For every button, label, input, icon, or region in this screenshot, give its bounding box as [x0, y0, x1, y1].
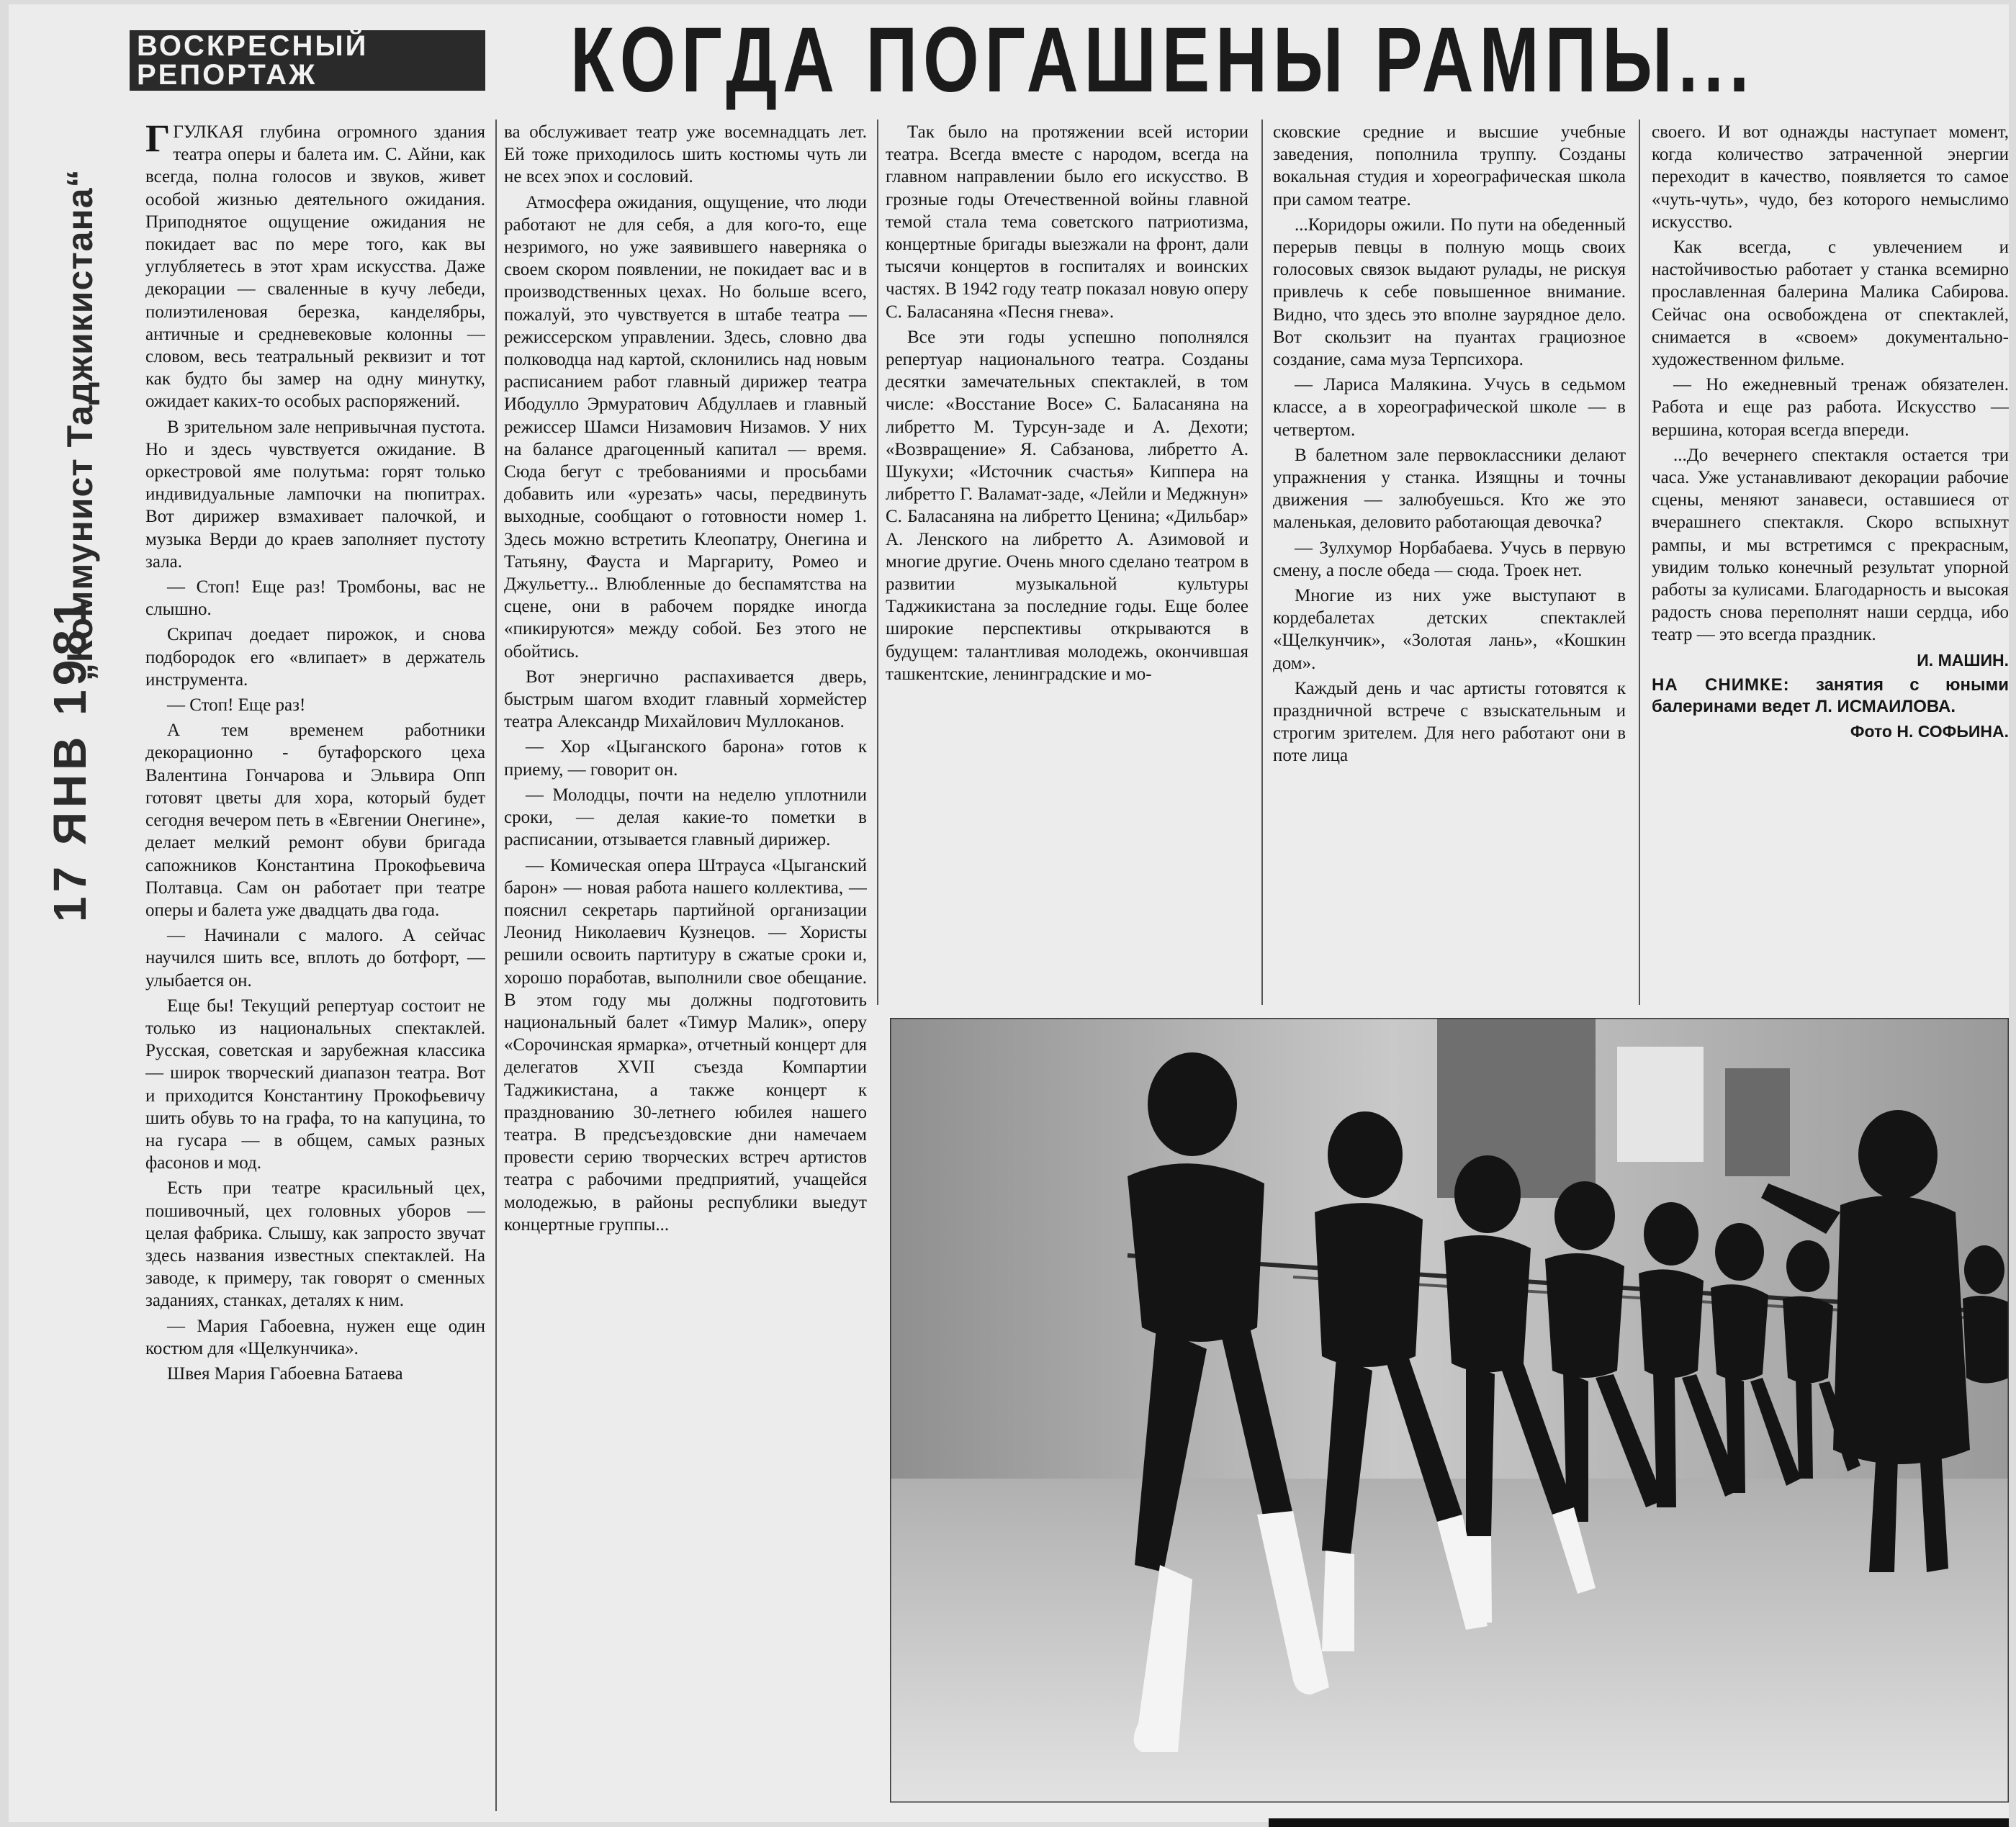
- paragraph: ...Коридоры ожили. По пути на обеденный перерыв певцы в полную мощь своих голосовых связок выдают рулады, не рискуя привлечь к себе повышенное внимание. Видно, что здесь это вполне заурядное дело. Вот скользит на пуантах грациозное создание, сама муза Терпсихора.: [1273, 215, 1626, 370]
- photo-credit: Фото Н. СОФЬИНА.: [1850, 721, 2009, 741]
- paragraph: А тем временем работники декорационно - бутафорского цеха Валентина Гончарова и Эльвира Опп готовят цветы для хора, который будет сегодня вечером петь в «Евгении Онегине», делает мелкий ремонт обуви бригада сапожников Константина Прокофьевича Полтавца. Сам он работает при театре оперы и балета уже двадцать два года.: [145, 721, 485, 920]
- article-column-1: [145, 121, 485, 1813]
- ballet-class-photo: [890, 1018, 2009, 1803]
- paragraph: — Хор «Цыганского барона» готов к приему, — говорит он.: [504, 737, 867, 780]
- caption-text: занятия с юными балеринами ведет Л. ИСМАИЛОВА.: [1652, 675, 2009, 716]
- paragraph: сковские средние и высшие учебные заведения, пополнила труппу. Созданы вокальная студия и хореографическая школа при самом театре.: [1273, 122, 1626, 209]
- paragraph: — Лариса Малякина. Учусь в седьмом классе, а в хореографической школе — в четвертом.: [1273, 375, 1626, 440]
- caption-label: НА СНИМКЕ:: [1652, 675, 1790, 695]
- paragraph: Есть при театре красильный цех, пошивочный, цех головных уборов — целая фабрика. Слышу, как запросто звучат здесь названия известных спектаклей. На заводе, к примеру, так говорят о сменных заданиях, станках, деталях к ним.: [145, 1178, 485, 1311]
- paragraph: — Зулхумор Норбабаева. Учусь в первую смену, а после обеда — сюда. Троек нет.: [1273, 538, 1626, 580]
- newspaper-clipping: [9, 4, 2009, 1822]
- kicker-line2: РЕПОРТАЖ: [137, 59, 318, 91]
- paragraph: Так было на протяжении всей истории театра. Всегда вместе с народом, всегда на главном направлении было его искусство. В грозные годы Отечественной войны главной темой стала тема советского патриотизма, концертные бригады выезжали на фронт, дали тысячи концертов в госпиталях и воинских частях. В 1942 году театр показал новую оперу С. Баласаняна «Песня гнева».: [886, 122, 1248, 322]
- paragraph: В зрительном зале непривычная пустота. Но и здесь чувствуется ожидание. В оркестровой яме полутьма: горят только индивидуальные лампочки на пюпитрах. Вот дирижер взмахивает палочкой, и музыка Верди до краев заполняет пустоту зала.: [145, 417, 485, 572]
- article-column-5: [1652, 121, 2009, 1005]
- newspaper-masthead-stamp: „Коммунист Таджикистана“: [60, 168, 100, 681]
- kicker-line1: ВОСКРЕСНЫЙ: [137, 30, 369, 62]
- article-column-4: [1273, 121, 1626, 1005]
- paragraph: ГГУЛКАЯ глубина огромного здания театра оперы и балета им. С. Айни, как всегда, полна голосов и звуков, живет особой жизнью деятельного ожидания. Приподнятое ощущение ожидания не покидает вас по мере того, как вы углубляетесь в этот храм искусства. Даже декорации — сваленные в кучу лебеди, полиэтиленовая березка, канделябры, античные и средневековые колонны — словом, весь театральный реквизит и тот как будто бы замер на одну минутку, ожидает каких-то особых распоряжений.: [145, 121, 485, 412]
- paragraph: — Молодцы, почти на неделю уплотнили сроки, — делая какие-то пометки в расписании, отзывается главный дирижер.: [504, 785, 867, 850]
- paragraph: Атмосфера ожидания, ощущение, что люди работают не для себя, а для кого-то, еще незримого, но уже заявившего наверняка о своем скором появлении, не покидает вас и в производственных цехах. Но больше всего, пожалуй, это чувствуется в штабе театра — режиссерском управлении. Здесь, словно два полководца над картой, склонились над новым расписанием работ главный дирижер театра Ибодулло Эрмуратович Абдуллаев и главный режиссер Шамси Низамович Низамов. У них на балансе драгоценный капитал — время. Сюда бегут с требованиями и просьбами добавить или «урезать» часы, передвинуть выходные, сообщают о готовности номер 1. Здесь можно встретить Клеопатру, Онегина и Татьяну, Фауста и Маргариту, Ромео и Джульетту... Влюбленные до беспамятства на сцене, они в рабочем порядке иногда «пикируются» между собой. Без этого не обойтись.: [504, 192, 867, 662]
- section-kicker: [130, 30, 485, 91]
- paragraph: Многие из них уже выступают в кордебалетах детских спектаклей «Щелкунчик», «Золотая лань», «Кошкин дом».: [1273, 586, 1626, 673]
- paragraph: — Но ежедневный тренаж обязателен. Работа и еще раз работа. Искусство — вершина, которая всегда впереди.: [1652, 375, 2009, 440]
- column-divider: [495, 119, 497, 1811]
- paragraph: Еще бы! Текущий репертуар состоит не только из национальных спектаклей. Русская, советская и зарубежная классика — широк творческий диапазон театра. Вот и приходится Константину Прокофьевичу шить обувь то на графа, то на капуцина, то на гусара — в общем, самых разных фасонов и мод.: [145, 996, 485, 1173]
- article-column-3: [886, 121, 1248, 1005]
- article-column-2: [504, 121, 867, 1813]
- date-stamp: 17 ЯНВ 1981: [44, 595, 96, 922]
- paragraph: Все эти годы успешно пополнялся репертуар национального театра. Созданы десятки замечательных спектаклей, в том числе: «Восстание Восе» С. Баласаняна на либретто М. Турсун-заде и А. Дехоти; «Возвращение» Я. Сабзанова, либретто А. Шукухи; «Источник счастья» Киппера на либретто Г. Валамат-заде, «Лейли и Меджнун» С. Баласаняна на либретто Ценина; «Дильбар» А. Ленского на либретто А. Азимовой и многие другие. Очень много сделано театром в развитии музыкальной культуры Таджикистана за последние годы. Еще более широкие перспективы открываются в будущем: талантливая молодежь, окончившая ташкентские, ленинградские и мо-: [886, 327, 1248, 684]
- author-byline: И. МАШИН.: [1917, 650, 2009, 669]
- column-divider: [1639, 119, 1640, 1005]
- photo-bottom-edge: [1269, 1818, 2009, 1827]
- paragraph: — Стоп! Еще раз!: [167, 695, 306, 716]
- paragraph: Каждый день и час артисты готовятся к праздничной встрече с взыскательным и строгим зрителем. Для него работают они в поте лица: [1273, 678, 1626, 766]
- column-divider: [1261, 119, 1263, 1005]
- paragraph-text: ГУЛКАЯ глубина огромного здания театра оперы и балета им. С. Айни, как всегда, полна голосов и звуков, живет особой жизнью деятельного ожидания. Приподнятое ощущение ожидания не покидает вас по мере того, как вы углубляетесь в этот храм искусства. Даже декорации — сваленные в кучу лебеди, полиэтиленовая березка, канделябры, античные и средневековые колонны — словом, весь театральный реквизит и тот как будто бы замер на одну минутку, ожидает каких-то особых распоряжений.: [145, 122, 485, 412]
- article-headline: КОГДА ПОГАШЕНЫ РАМПЫ...: [570, 9, 1755, 112]
- paragraph: своего. И вот однажды наступает момент, когда количество затраченной энергии переходит в качество, появляется то самое «чуть-чуть», чудо, без которого немыслимо искусство.: [1652, 122, 2009, 232]
- paragraph: — Начинали с малого. А сейчас научился шить все, вплоть до ботфорт, — улыбается он.: [145, 926, 485, 991]
- column-divider: [877, 119, 878, 1005]
- photo-caption: [1652, 675, 2009, 718]
- paragraph: — Стоп! Еще раз! Тромбоны, вас не слышно.: [145, 577, 485, 620]
- paragraph: Швея Мария Габоевна Батаева: [167, 1363, 403, 1384]
- paragraph: — Мария Габоевна, нужен еще один костюм для «Щелкунчика».: [145, 1316, 485, 1358]
- paragraph: Скрипач доедает пирожок, и снова подбородок его «влипает» в держатель инструмента.: [145, 625, 485, 690]
- paragraph: Как всегда, с увлечением и настойчивостью работает у станка всемирно прославленная балерина Малика Сабирова. Сейчас она освобождена от спектаклей, снимается в «своем» документально-художественном фильме.: [1652, 238, 2009, 370]
- paragraph: Вот энергично распахивается дверь, быстрым шагом входит главный хормейстер театра Александр Михайлович Муллоканов.: [504, 667, 867, 732]
- paragraph: В балетном зале первоклассники делают упражнения у станка. Изящны и точны движения — залюбуешься. Кто же это маленькая, деловито работающая девочка?: [1273, 445, 1626, 533]
- paragraph: — Комическая опера Штрауса «Цыганский барон» — новая работа нашего коллектива, — пояснил секретарь партийной организации Леонид Николаевич Кузнецов. — Хористы решили освоить партитуру в сжатые сроки и, хорошо поработав, выполнили свое обещание. В этом году мы должны подготовить национальный балет «Тимур Малик», оперу «Сорочинская ярмарка», отчетный концерт для делегатов XVII съезда Компартии Таджикистана, а также концерт к празднованию 30-летнего юбилея нашего театра. В предсъездовские дни намечаем провести серию творческих встреч артистов театра с рабочими предприятий, учащейся молодежью, в районы республики выедут концертные группы...: [504, 855, 867, 1235]
- paragraph: ...До вечернего спектакля остается три часа. Уже устанавливают декорации рабочие сцены, меняют занавеси, оставшиеся от вчерашнего спектакля. Скоро вспыхнут рампы, и мы встретимся с прекрасным, увидим только конечный результат упорной работы за кулисами. Благодарность и высокая радость снова переполнят наши сердца, ибо театр — это всегда праздник.: [1652, 445, 2009, 645]
- paragraph: ва обслуживает театр уже восемнадцать лет. Ей тоже приходилось шить костюмы чуть ли не всех эпох и сословий.: [504, 122, 867, 187]
